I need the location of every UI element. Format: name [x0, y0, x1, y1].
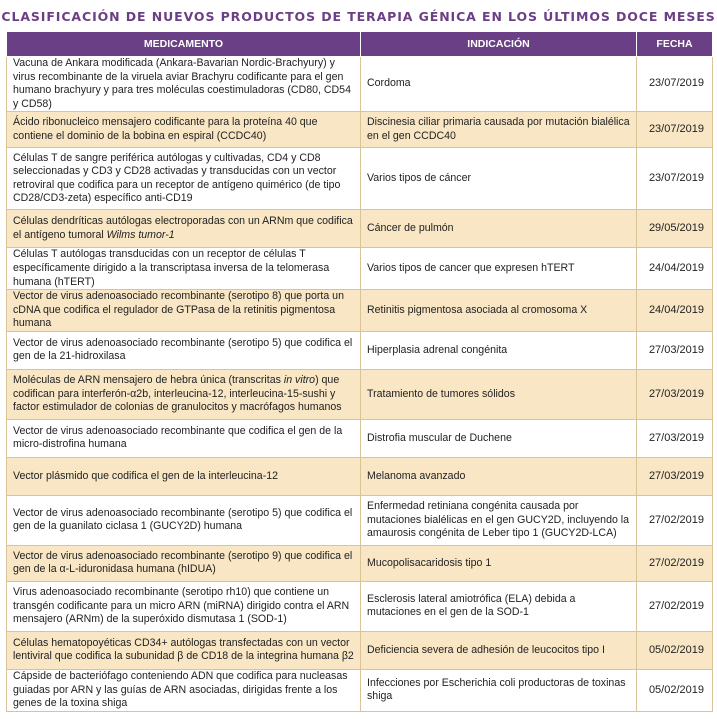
header-indicacion: INDICACIÓN — [361, 32, 637, 57]
table-row — [7, 545, 713, 581]
cell-indicacion: Tratamiento de tumores sólidos — [361, 369, 637, 419]
cell-indicacion: Distrofia muscular de Duchene — [361, 419, 637, 457]
cell-indicacion: Varios tipos de cancer que expresen hTERT — [361, 248, 637, 290]
cell-indicacion: Enfermedad retiniana congénita causada por mutaciones bialélicas en el gen GUCY2D, incluyendo la amaurosis congénita de Leber tipo 1 (GUCY2D-LCA) — [361, 495, 637, 545]
cell-indicacion: Deficiencia severa de adhesión de leucocitos tipo I — [361, 631, 637, 669]
cell-fecha: 23/07/2019 — [637, 148, 713, 210]
table-row — [7, 112, 713, 148]
table-title: CLASIFICACIÓN DE NUEVOS PRODUCTOS DE TERAPIA GÉNICA EN LOS ÚLTIMOS DOCE MESES — [1, 9, 716, 24]
cell-fecha: 24/04/2019 — [637, 248, 713, 290]
cell-medicamento: Virus adenoasociado recombinante (serotipo rh10) que contiene un transgén codificante para un micro ARN (miRNA) dirigido contra el ARN mensajero (ARNm) de la superóxido dismutasa 1 (SOD-1) — [7, 581, 361, 631]
cell-indicacion: Cáncer de pulmón — [361, 210, 637, 248]
cell-fecha: 29/05/2019 — [637, 210, 713, 248]
header-row — [7, 32, 713, 57]
cell-medicamento: Células hematopoyéticas CD34+ autólogas transfectadas con un vector lentiviral que codifica la subunidad β de CD18 de la integrina humana β2 — [7, 631, 361, 669]
table-row — [7, 248, 713, 290]
cell-fecha: 23/07/2019 — [637, 112, 713, 148]
header-fecha: FECHA — [637, 32, 713, 57]
cell-medicamento: Ácido ribonucleico mensajero codificante para la proteína 40 que contiene el dominio de la bobina en espiral (CCDC40) — [7, 112, 361, 148]
cell-fecha: 23/07/2019 — [637, 57, 713, 112]
cell-indicacion: Esclerosis lateral amiotrófica (ELA) debida a mutaciones en el gen de la SOD-1 — [361, 581, 637, 631]
table-row — [7, 581, 713, 631]
cell-fecha: 27/03/2019 — [637, 331, 713, 369]
cell-medicamento: Vector de virus adenoasociado recombinante que codifica el gen de la micro-distrofina humana — [7, 419, 361, 457]
cell-fecha: 05/02/2019 — [637, 669, 713, 711]
cell-medicamento: Vacuna de Ankara modificada (Ankara-Bavarian Nordic-Brachyury) y virus recombinante de la viruela aviar Brachyru codificante para el gen humano brachyury y para tres moléculas coestimuladoras (CD80, CD54 y CD58) — [7, 57, 361, 112]
cell-indicacion: Retinitis pigmentosa asociada al cromosoma X — [361, 290, 637, 332]
cell-fecha: 05/02/2019 — [637, 631, 713, 669]
table-row — [7, 631, 713, 669]
cell-fecha: 24/04/2019 — [637, 290, 713, 332]
cell-fecha: 27/02/2019 — [637, 581, 713, 631]
table-row — [7, 57, 713, 112]
cell-indicacion: Mucopolisacaridosis tipo 1 — [361, 545, 637, 581]
table-row — [7, 290, 713, 332]
gene-therapy-table — [6, 31, 713, 712]
cell-fecha: 27/02/2019 — [637, 495, 713, 545]
cell-indicacion: Infecciones por Escherichia coli productoras de toxinas shiga — [361, 669, 637, 711]
table-row — [7, 331, 713, 369]
cell-fecha: 27/03/2019 — [637, 419, 713, 457]
cell-medicamento — [7, 369, 361, 419]
cell-medicamento: Vector de virus adenoasociado recombinante (serotipo 5) que codifica el gen de la guanilato ciclasa 1 (GUCY2D) humana — [7, 495, 361, 545]
cell-medicamento: Vector de virus adenoasociado recombinante (serotipo 5) que codifica el gen de la 21-hidroxilasa — [7, 331, 361, 369]
cell-fecha: 27/03/2019 — [637, 457, 713, 495]
cell-medicamento — [7, 210, 361, 248]
cell-indicacion: Varios tipos de cáncer — [361, 148, 637, 210]
header-medicamento: MEDICAMENTO — [7, 32, 361, 57]
cell-fecha: 27/02/2019 — [637, 545, 713, 581]
table-row — [7, 148, 713, 210]
cell-indicacion: Melanoma avanzado — [361, 457, 637, 495]
medicamento-italic: in vitro — [283, 374, 316, 387]
table-row — [7, 369, 713, 419]
cell-medicamento: Vector de virus adenoasociado recombinante (serotipo 9) que codifica el gen de la α-L-iduronidasa humana (hIDUA) — [7, 545, 361, 581]
cell-medicamento: Células T autólogas transducidas con un receptor de células T específicamente dirigido a la transcriptasa inversa de la telomerasa humana (hTERT) — [7, 248, 361, 290]
table-row — [7, 495, 713, 545]
medicamento-text: Células dendríticas autólogas electroporadas con un ARNm que codifica el antígeno tumoral — [13, 215, 353, 241]
cell-medicamento: Vector de virus adenoasociado recombinante (serotipo 8) que porta un cDNA que codifica el regulador de GTPasa de la retinitis pigmentosa humana — [7, 290, 361, 332]
medicamento-text-cont: ) que codifican para interferón-α2b, interleucina-12, interleucina-15-sushi y factor estimulador de colonias de granulocitos y macrófagos humanos — [13, 374, 342, 414]
table-row — [7, 210, 713, 248]
cell-medicamento: Vector plásmido que codifica el gen de la interleucina-12 — [7, 457, 361, 495]
cell-indicacion: Cordoma — [361, 57, 637, 112]
cell-indicacion: Hiperplasia adrenal congénita — [361, 331, 637, 369]
cell-indicacion: Discinesia ciliar primaria causada por mutación bialélica en el gen CCDC40 — [361, 112, 637, 148]
cell-medicamento: Cápside de bacteriófago conteniendo ADN que codifica para nucleasas guiadas por ARN y las guías de ARN asociadas, dirigidas frente a los genes de la toxina shiga — [7, 669, 361, 711]
table-row — [7, 419, 713, 457]
medicamento-text: Moléculas de ARN mensajero de hebra única (transcritas — [13, 374, 284, 387]
table-row — [7, 669, 713, 711]
medicamento-italic: Wilms tumor-1 — [106, 228, 175, 241]
cell-fecha: 27/03/2019 — [637, 369, 713, 419]
table-row — [7, 457, 713, 495]
cell-medicamento: Células T de sangre periférica autólogas y cultivadas, CD4 y CD8 seleccionadas y CD3 y CD28 activadas y transducidas con un vector retroviral que codifica para un receptor de antígeno quimérico (de tipo CD28/CD3-zeta) específico anti-CD19 — [7, 148, 361, 210]
